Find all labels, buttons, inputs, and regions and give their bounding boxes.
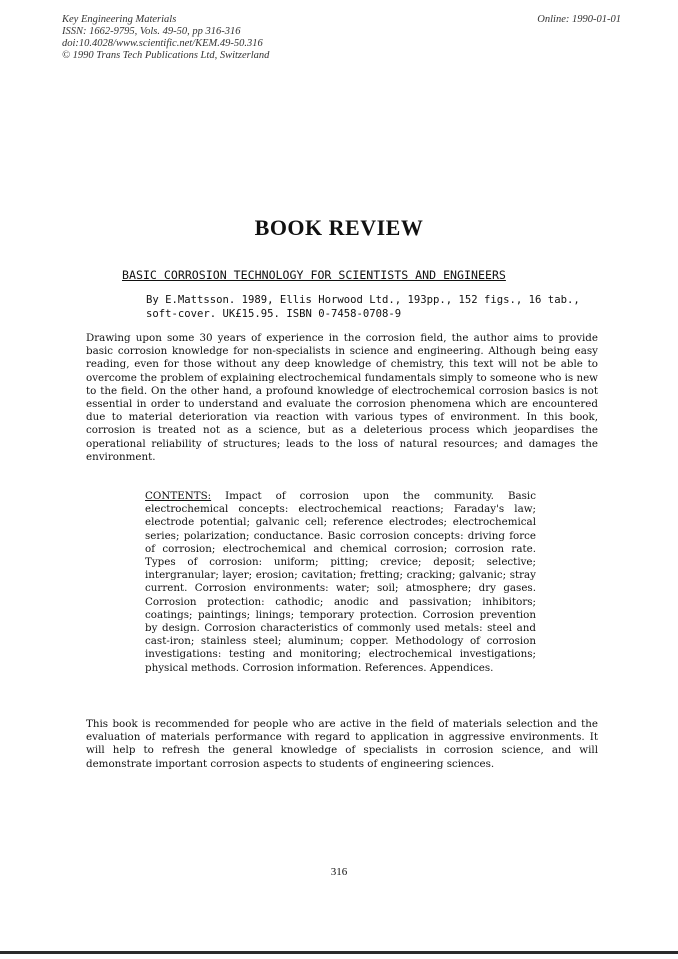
book-meta: By E.Mattsson. 1989, Ellis Horwood Ltd., 193pp., 152 figs., 16 tab., soft-cover. UK£15.95. ISBN 0-7458-0708-9: [146, 294, 580, 320]
review-paragraph-recommendation: This book is recommended for people who are active in the field of materials selection and the evaluation of materials performance with regard to application in aggressive environments. It will help to refresh the general knowledge of specialists in corrosion science, and will demonstrate important corrosion aspects to students of engineering sciences.: [86, 718, 598, 770]
online-date: Online: 1990-01-01: [537, 14, 621, 25]
journal-name: Key Engineering Materials: [62, 14, 177, 25]
page-number: 316: [330, 866, 348, 878]
page-title: BOOK REVIEW: [254, 215, 424, 240]
contents-paragraph: [145, 490, 536, 675]
contents-text: Impact of corrosion upon the community. Basic electrochemical concepts: electrochemical reactions; Faraday's law; electrode potential; galvanic cell; reference electrodes; electrochemical series; polarization; conductance. Basic corrosion concepts: driving force of corrosion; electrochemical and chemical corrosion; corrosion rate. Types of corrosion: uniform; pitting; crevice; deposit; selective; intergranular; layer; erosion; cavitation; fretting; cracking; galvanic; stray current. Corrosion environments: water; soil; atmosphere; dry gases. Corrosion protection: cathodic; anodic and passivation; inhibitors; coatings; paintings; linings; temporary protection. Corrosion prevention by design. Corrosion characteristics of commonly used metals: steel and cast-iron; stainless steel; aluminum; copper. Methodology of corrosion investigations: testing and monitoring; electrochemical investigations; physical methods. Corrosion information. References. Appendices.: [145, 490, 536, 674]
issn-line: ISSN: 1662-9795, Vols. 49-50, pp 316-316: [62, 26, 241, 37]
contents-label: CONTENTS:: [145, 490, 212, 502]
journal-header: [62, 14, 269, 62]
doi-line[interactable]: doi:10.4028/www.scientific.net/KEM.49-50.316: [62, 38, 263, 49]
bottom-rule: [0, 951, 678, 954]
book-title: BASIC CORROSION TECHNOLOGY FOR SCIENTISTS AND ENGINEERS: [122, 268, 506, 282]
review-paragraph-intro: Drawing upon some 30 years of experience in the corrosion field, the author aims to provide basic corrosion knowledge for non-specialists in science and engineering. Although being easy reading, even for those without any deep knowledge of chemistry, this text will not be able to overcome the problem of explaining electrochemical fundamentals simply to someone who is new to the field. On the other hand, a profound knowledge of electrochemical corrosion basics is not essential in order to understand and evaluate the corrosion phenomena which are encountered due to material deterioration via reaction with various types of environment. In this book, corrosion is treated not as a science, but as a deleterious process which jeopardises the operational reliability of structures; leads to the loss of natural resources; and damages the environment.: [86, 332, 598, 463]
copyright-line: © 1990 Trans Tech Publications Ltd, Switzerland: [62, 50, 270, 61]
